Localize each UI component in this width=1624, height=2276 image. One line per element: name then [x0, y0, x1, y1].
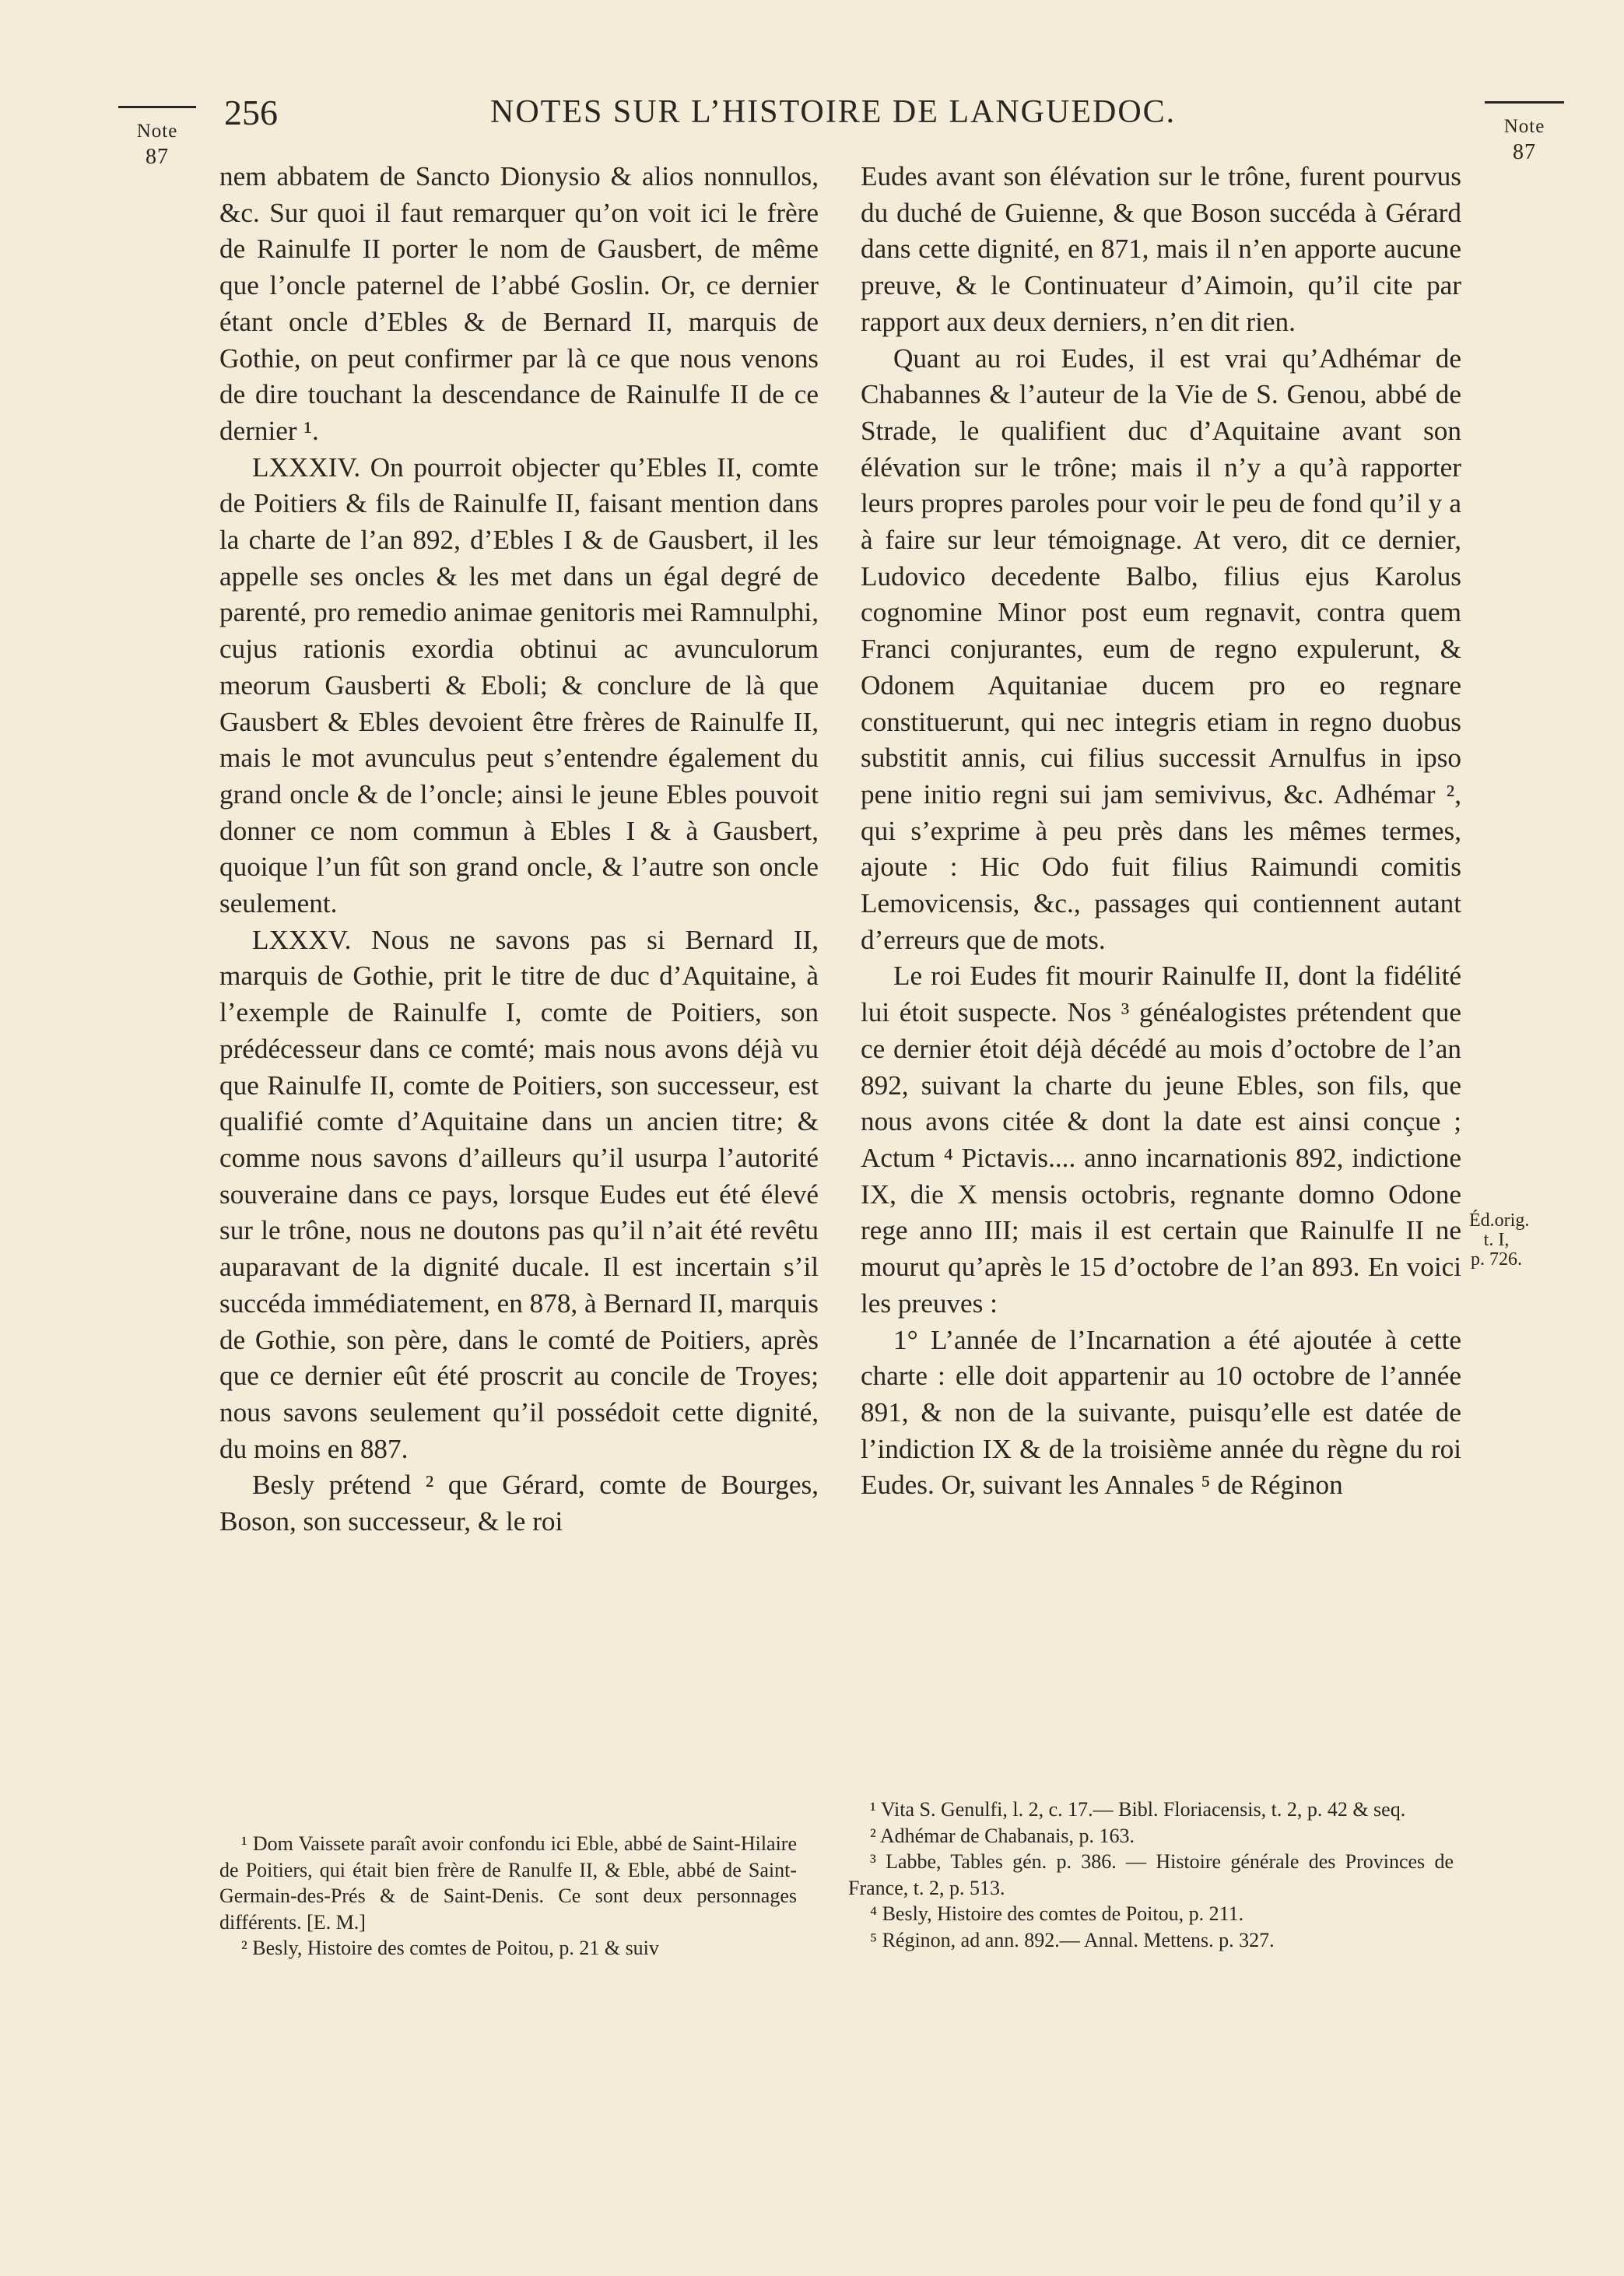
footnote: ² Besly, Histoire des comtes de Poitou, p. 21 & suiv	[241, 1937, 659, 1959]
footnote: ³ Labbe, Tables gén. p. 386. — Histoire générale des Provinces de France, t. 2, p. 513.	[848, 1850, 1454, 1899]
running-head: NOTES SUR L’HISTOIRE DE LANGUEDOC.	[490, 94, 1177, 130]
footnote: ¹ Dom Vaissete paraît avoir confondu ici Eble, abbé de Saint-Hilaire de Poitiers, qui était bien frère de Ranulfe II, & Eble, abbé de Saint-Germain-des-Prés & de Saint-Denis. Ce sont deux personnages différents. [E. M.]	[219, 1832, 797, 1934]
footnote: ⁵ Réginon, ad ann. 892.— Annal. Mettens. p. 327.	[870, 1928, 1275, 1951]
footnote: ² Adhémar de Chabanais, p. 163.	[870, 1824, 1135, 1847]
paragraph: nem abbatem de Sancto Dionysio & alios nonnullos, &c. Sur quoi il faut remarquer qu’on voit ici le frère de Rainulfe II porter le nom de Gausbert, de même que l’oncle paternel de l’abbé Goslin. Or, ce dernier étant oncle d’Ebles & de Bernard II, marquis de Gothie, on peut confirmer par là ce que nous venons de dire touchant la descendance de Rainulfe II de ce dernier ¹.	[219, 161, 819, 446]
margin-ref-line: t. I,	[1483, 1230, 1510, 1250]
paragraph: Eudes avant son élévation sur le trône, furent pourvus du duché de Guienne, & que Boson succéda à Gérard dans cette dignité, en 871, mais il n’en apporte aucune preuve, & le Continuateur d’Aimoin, qu’il cite par rapport aux deux derniers, n’en dit rien.	[861, 161, 1461, 337]
left-column	[219, 159, 819, 1540]
note-number-left: 87	[146, 145, 169, 170]
paragraph: LXXXV. Nous ne savons pas si Bernard II, marquis de Gothie, prit le titre de duc d’Aquitaine, à l’exemple de Rainulfe I, comte de Poitiers, son prédécesseur dans ce comté; mais nous avons déjà vu que Rainulfe II, comte de Poitiers, son successeur, est qualifié comte d’Aquitaine dans un ancien titre; & comme nous savons d’ailleurs qu’il usurpa l’autorité souveraine dans ce pays, lorsque Eudes eut été élevé sur le trône, nous ne doutons pas qu’il n’ait été revêtu auparavant de la dignité ducale. Il est incertain s’il succéda immédiatement, en 878, à Bernard II, marquis de Gothie, son père, dans le comté de Poitiers, après que ce dernier eût été proscrit au concile de Troyes; nous savons seulement qu’il possédoit cette dignité, du moins en 887.	[219, 924, 819, 1464]
rule-right	[1485, 101, 1564, 104]
note-label-left: Note	[136, 121, 178, 142]
footnote: ⁴ Besly, Histoire des comtes de Poitou, p. 211.	[870, 1902, 1244, 1925]
margin-reference	[1469, 1210, 1530, 1270]
paragraph: Besly prétend ² que Gérard, comte de Bourges, Boson, son successeur, & le roi	[219, 1470, 819, 1537]
right-column	[861, 159, 1461, 1504]
paragraph: LXXXIV. On pourroit objecter qu’Ebles II, comte de Poitiers & fils de Rainulfe II, faisant mention dans la charte de l’an 892, d’Ebles I & de Gausbert, il les appelle ses oncles & les met dans un égal degré de parenté, pro remedio animae genitoris mei Ramnulphi, cujus rationis exordia obtinui ac avunculorum meorum Gausberti & Eboli; & conclure de là que Gausbert & Ebles devoient être frères de Rainulfe II, mais le mot avunculus peut s’entendre également du grand oncle & de l’oncle; ainsi le jeune Ebles pouvoit donner ce nom commun à Ebles I & à Gausbert, quoique l’un fût son grand oncle, & l’autre son oncle seulement.	[219, 451, 819, 919]
note-number-right: 87	[1513, 140, 1536, 165]
paragraph: Le roi Eudes fit mourir Rainulfe II, dont la fidélité lui étoit suspecte. Nos ³ généalogistes prétendent que ce dernier étoit déjà décédé au mois d’octobre de l’an 892, suivant la charte du jeune Ebles, son fils, que nous avons citée & dont la date est ainsi conçue ; Actum ⁴ Pictavis.... anno incarnationis 892, indictione IX, die X mensis octobris, regnante domno Odone rege anno III; mais il est certain que Rainulfe II ne mourut qu’après le 15 d’octobre de l’an 893. En voici les preuves :	[861, 961, 1461, 1319]
footnotes-right	[848, 1797, 1454, 1953]
note-label-right: Note	[1503, 116, 1545, 137]
paragraph: 1° L’année de l’Incarnation a été ajoutée à cette charte : elle doit appartenir au 10 octobre de l’année 891, & non de la suivante, puisqu’elle est datée de l’indiction IX & de la troisième année du règne du roi Eudes. Or, suivant les Annales ⁵ de Réginon	[861, 1324, 1461, 1501]
margin-ref-line: Éd.orig.	[1469, 1210, 1530, 1231]
note-marker-right	[1485, 101, 1564, 166]
page-number: 256	[224, 93, 278, 132]
paragraph: Quant au roi Eudes, il est vrai qu’Adhémar de Chabannes & l’auteur de la Vie de S. Genou, abbé de Strade, le qualifient duc d’Aquitaine avant son élévation sur le trône; mais il n’y a qu’à rapporter leurs propres paroles pour voir le peu de fond qu’il y a à faire sur leur témoignage. At vero, dit ce dernier, Ludovico decedente Balbo, filius ejus Karolus cognomine Minor post eum regnavit, contra quem Franci conjurantes, eum de regno expulerunt, & Odonem Aquitaniae ducem pro eo regnare constituerunt, qui nec integris etiam in regno duobus substitit annis, cui filius successit Arnulfus in ipso pene initio regni sui jam semivivus, &c. Adhémar ², qui s’exprime à peu près dans les mêmes termes, ajoute : Hic Odo fuit filius Raimundi comitis Lemovicensis, &c., passages qui contiennent autant d’erreurs que de mots.	[861, 342, 1461, 955]
footnote: ¹ Vita S. Genulfi, l. 2, c. 17.— Bibl. Floriacensis, t. 2, p. 42 & seq.	[870, 1798, 1406, 1821]
rule-left	[118, 106, 196, 108]
note-marker-left	[118, 106, 196, 170]
margin-ref-line: p. 726.	[1471, 1249, 1522, 1270]
footnotes-left	[219, 1831, 797, 1962]
